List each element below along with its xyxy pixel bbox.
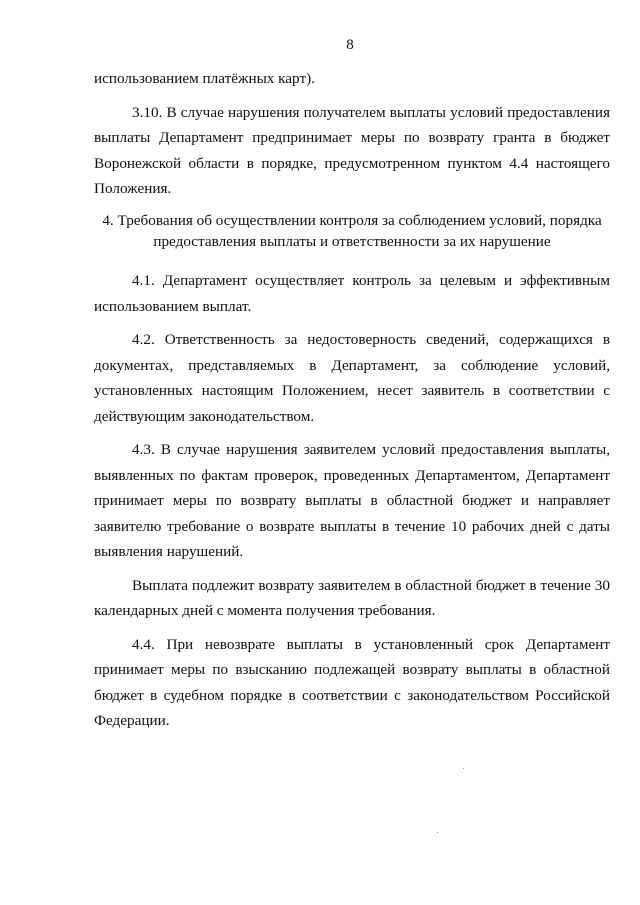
section-heading: 4. Требования об осуществлении контроля за соблюдением условий, порядка предоставления выплаты и ответственности за их нарушение <box>102 212 602 250</box>
paragraph-3-10: 3.10. В случае нарушения получателем выплаты условий предоставления выплаты Департамент предпринимает меры по возврату гранта в бюджет Воронежской области в порядке, предусмотренном пунктом 4.4 настоящего Положения. <box>94 103 610 197</box>
paragraph-4-1: 4.1. Департамент осуществляет контроль за целевым и эффективным использованием выплат. <box>94 272 610 315</box>
scan-artifact <box>437 832 438 833</box>
paragraph-4-4: 4.4. При невозврате выплаты в установленный срок Департамент принимает меры по взысканию подлежащей возврату выплаты в областной бюджет в судебном порядке в соответствии с законодательством Российской Федерации. <box>94 635 610 729</box>
paragraph-4-2: 4.2. Ответственность за недостоверность сведений, содержащихся в документах, представляемых в Департамент, за соблюдение условий, установленных настоящим Положением, несет заявитель в соответствии с действующим законодательством. <box>94 331 610 425</box>
scan-artifact <box>463 768 464 769</box>
paragraph-4-3-continued: Выплата подлежит возврату заявителем в областной бюджет в течение 30 календарных дней с момента получения требования. <box>94 576 610 619</box>
paragraph-4-3: 4.3. В случае нарушения заявителем условий предоставления выплаты, выявленных по фактам проверок, проведенных Департаментом, Департамент принимает меры по возврату выплаты в областной бюджет и направляет заявителю требование о возврате выплаты в течение 10 рабочих дней с даты выявления нарушений. <box>94 441 610 560</box>
text-block-before-heading <box>94 66 610 202</box>
page-number: 8 <box>346 37 354 53</box>
paragraph-continuation: использованием платёжных карт). <box>94 70 315 87</box>
text-block-section-4 <box>94 268 610 734</box>
